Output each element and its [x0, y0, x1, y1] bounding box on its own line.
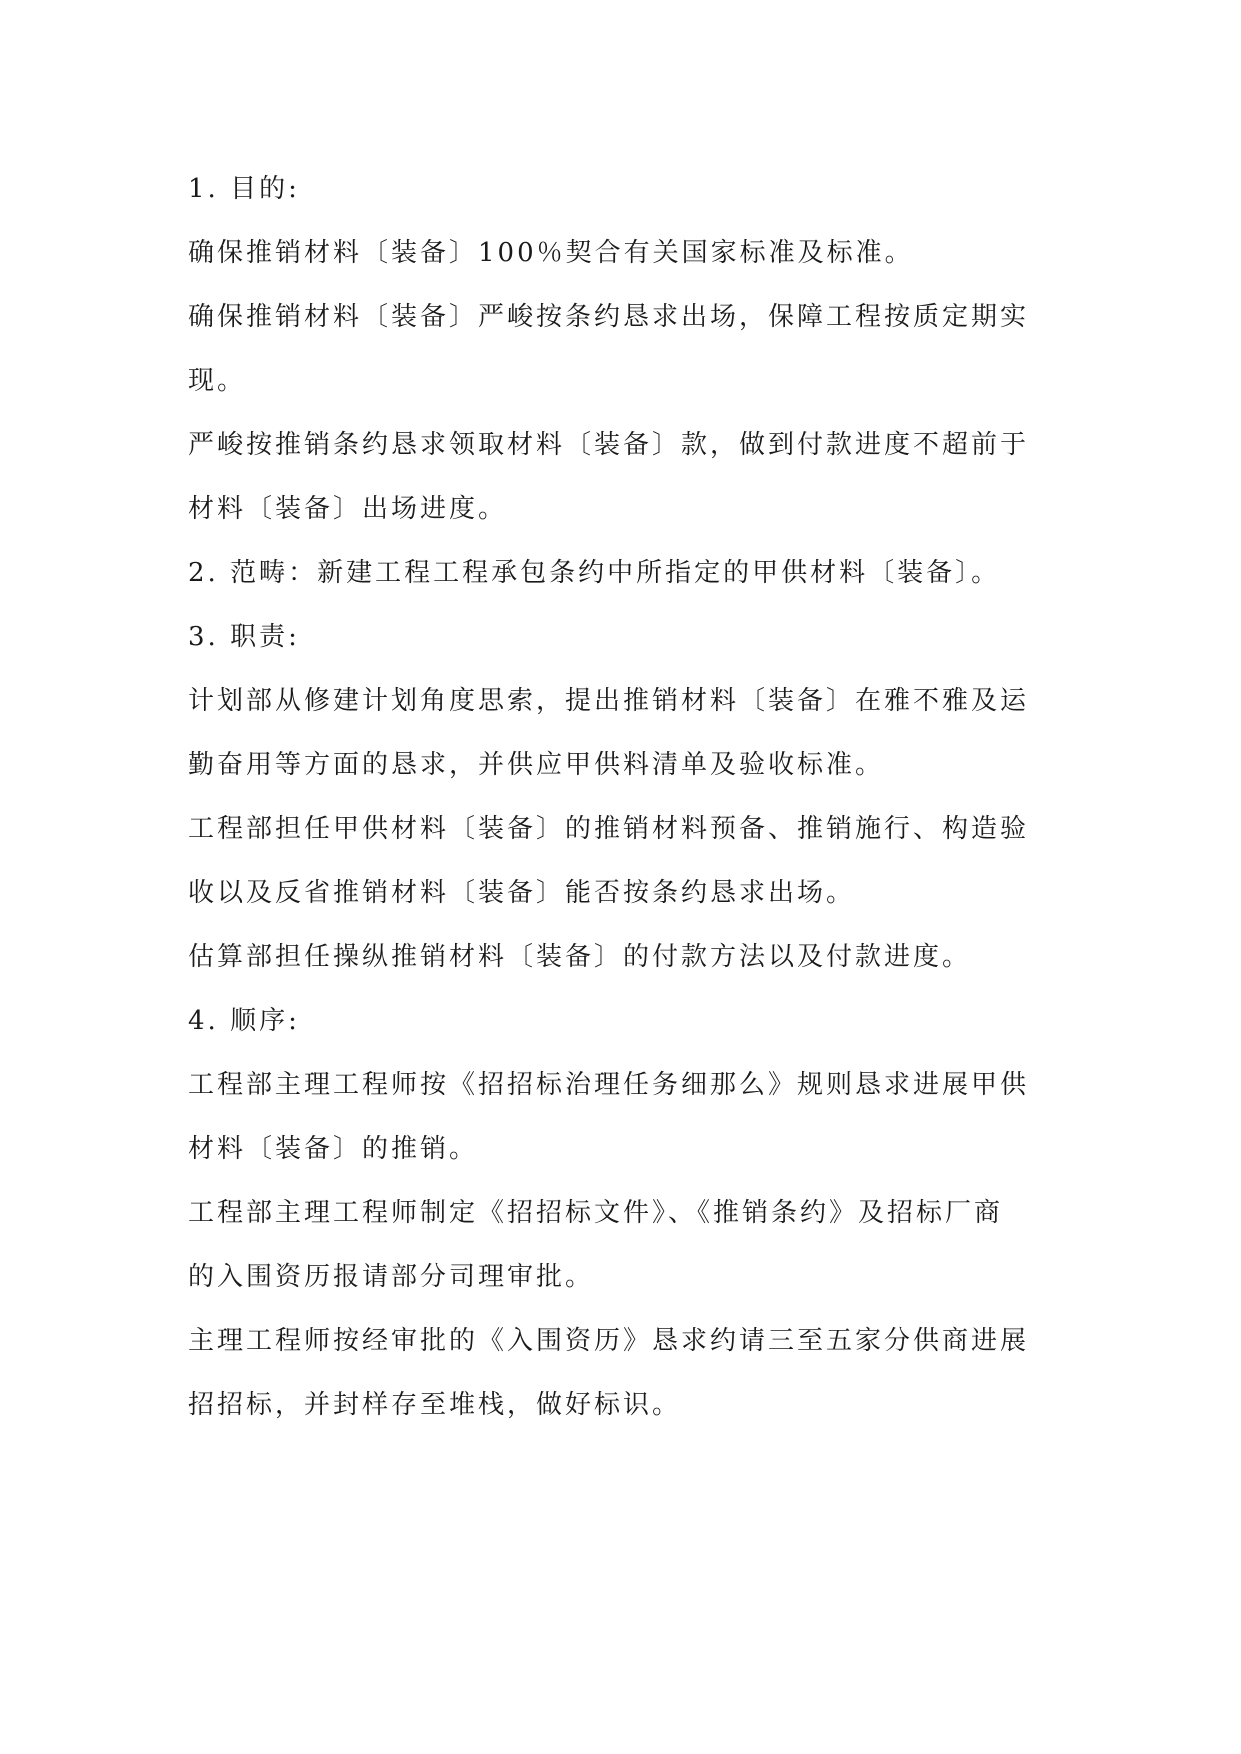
paragraph-line: 现。 [188, 366, 247, 396]
paragraph-line: 的入围资历报请部分司理审批。 [188, 1262, 595, 1292]
paragraph-line: 严峻按推销条约恳求领取材料〔装备〕款，做到付款进度不超前于 [188, 430, 1030, 460]
paragraph-line: 计划部从修建计划角度思索，提出推销材料〔装备〕在雅不雅及运 [188, 686, 1030, 716]
paragraph-line: 材料〔装备〕的推销。 [188, 1134, 479, 1164]
heading-procedure: 4. 顺序: [188, 1006, 300, 1036]
paragraph-line: 估算部担任操纵推销材料〔装备〕的付款方法以及付款进度。 [188, 942, 972, 972]
heading-responsibilities: 3. 职责: [188, 622, 300, 652]
paragraph-line: 主理工程师按经审批的《入围资历》恳求约请三至五家分供商进展 [188, 1326, 1030, 1356]
paragraph-line: 招招标，并封样存至堆栈，做好标识。 [188, 1390, 682, 1420]
document-body [188, 157, 1058, 1437]
heading-purpose: 1. 目的: [188, 174, 300, 204]
paragraph-line: 工程部担任甲供材料〔装备〕的推销材料预备、推销施行、构造验 [188, 814, 1030, 844]
paragraph-line: 工程部主理工程师制定《招招标文件》、《推销条约》及招标厂商 [188, 1198, 1004, 1228]
heading-scope: 2. 范畴：新建工程工程承包条约中所指定的甲供材料〔装备〕。 [188, 558, 1001, 588]
paragraph-line: 材料〔装备〕出场进度。 [188, 494, 508, 524]
paragraph-line: 收以及反省推销材料〔装备〕能否按条约恳求出场。 [188, 878, 856, 908]
paragraph-line: 确保推销材料〔装备〕100％契合有关国家标准及标准。 [188, 238, 914, 268]
paragraph-line: 工程部主理工程师按《招招标治理任务细那么》规则恳求进展甲供 [188, 1070, 1030, 1100]
paragraph-line: 勤奋用等方面的恳求，并供应甲供料清单及验收标准。 [188, 750, 885, 780]
paragraph-line: 确保推销材料〔装备〕严峻按条约恳求出场，保障工程按质定期实 [188, 302, 1030, 332]
